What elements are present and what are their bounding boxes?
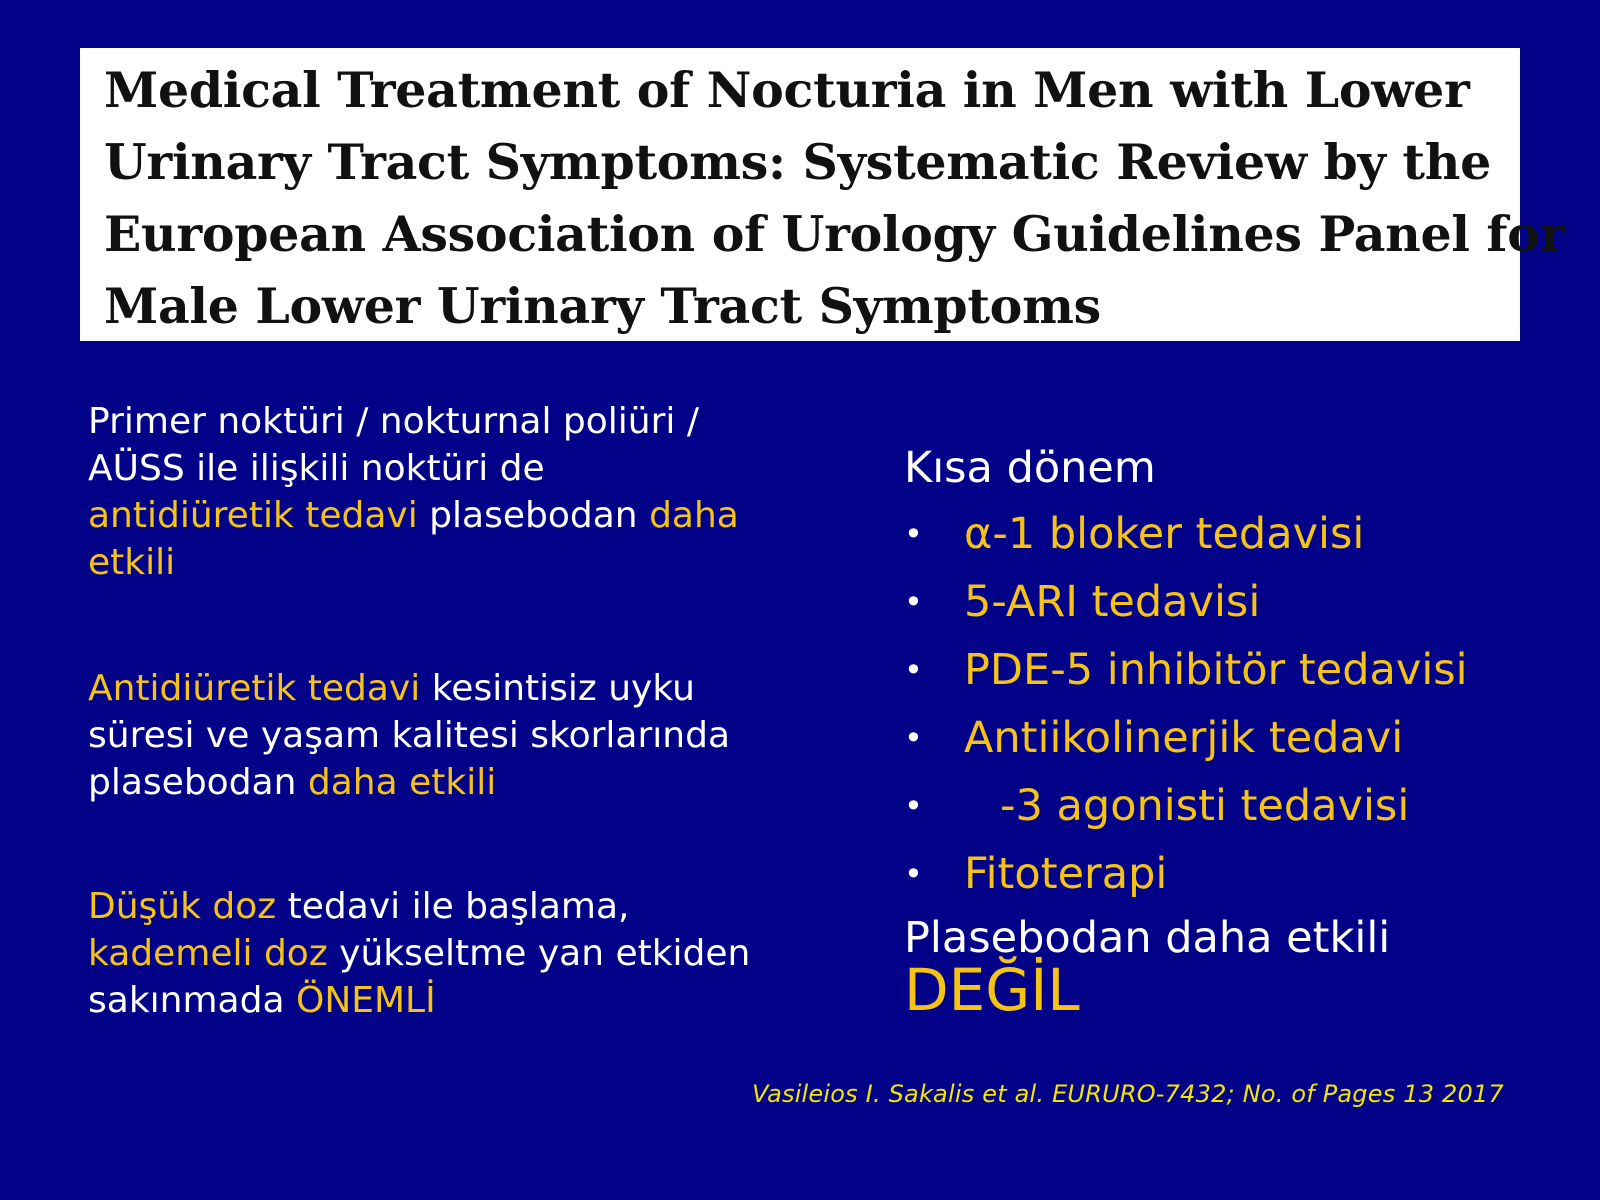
list-item [904,712,1564,764]
conclusion-text: Plasebodan daha etkili [904,913,1391,963]
list-item [904,780,1564,832]
paragraph-antidiuretic [88,665,758,806]
bullet-icon: • [904,787,923,825]
list-item-label: Fitoterapi [964,849,1168,899]
list-item [904,848,1564,900]
text-segment: Primer noktüri / nokturnal poliüri / AÜSS ile ilişkili noktüri de [88,401,699,489]
highlight-segment: ÖNEMLİ [295,980,436,1021]
highlight-segment: Düşük doz [88,886,277,927]
text-segment: plasebodan [429,495,638,536]
treatment-list [904,508,1564,900]
citation: Vasileios I. Sakalis et al. EURURO-7432; No. of Pages 13 2017 [752,1080,1504,1108]
list-item-label: 5-ARI tedavisi [964,577,1261,627]
list-item [904,576,1564,628]
title-line: Medical Treatment of Nocturia in Men with Lower [104,61,1470,119]
list-item [904,644,1564,696]
paragraph-primary-nocturia [88,398,758,586]
list-item-label: -3 agonisti tedavisi [1000,781,1410,831]
list-item-label: α-1 bloker tedavisi [964,509,1365,559]
highlight-segment: antidiüretik tedavi [88,495,418,536]
list-item-label: PDE-5 inhibitör tedavisi [964,645,1468,695]
highlight-segment: kademeli doz [88,933,328,974]
conclusion [904,912,1564,1024]
bullet-icon: • [904,719,923,757]
highlight-segment: Antidiüretik tedavi [88,668,421,709]
text-segment: tedavi ile başlama, [287,886,630,927]
list-item-label: Antiikolinerjik tedavi [964,713,1404,763]
right-column [904,442,1564,1024]
title-line: European Association of Urology Guidelines Panel for [104,205,1566,263]
text-segment: kesintisiz uyku süresi ve yaşam kalitesi skorlarında plasebodan [88,668,731,803]
short-term-heading: Kısa dönem [904,443,1156,493]
conclusion-emphasis: DEĞİL [904,956,1080,1024]
bullet-icon: • [904,583,923,621]
left-column [88,398,758,1103]
paragraph-low-dose [88,883,758,1024]
title-box [80,48,1566,341]
highlight-segment: daha etkili [88,495,739,583]
text-segment: yükseltme yan etkiden sakınmada [88,933,751,1021]
title-line: Urinary Tract Symptoms: Systematic Review by the [104,133,1491,191]
bullet-icon: • [904,651,923,689]
title-line: Male Lower Urinary Tract Symptoms [104,277,1101,335]
bullet-icon: • [904,855,923,893]
highlight-segment: daha etkili [307,762,497,803]
bullet-icon: • [904,515,923,553]
list-item [904,508,1564,560]
